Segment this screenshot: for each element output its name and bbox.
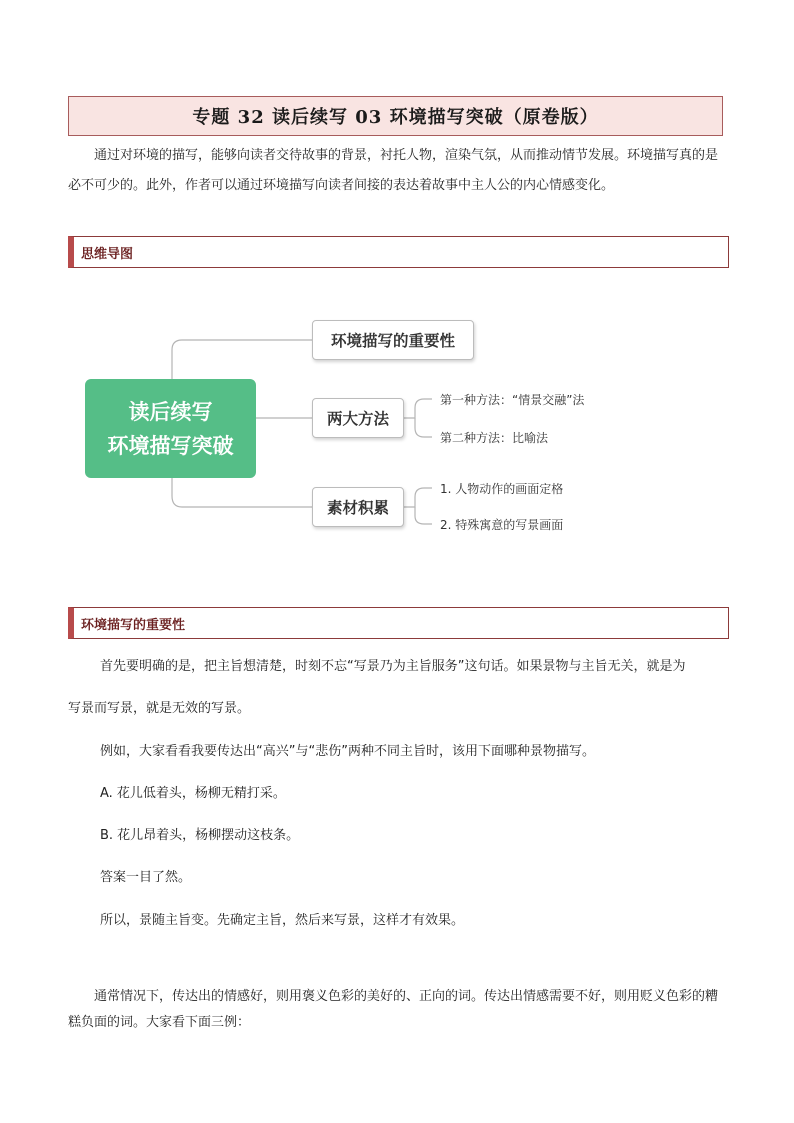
branch-methods: 两大方法	[312, 398, 404, 438]
importance-p1-line2: 写景而写景，就是无效的写景。	[68, 701, 251, 716]
center-line-2: 环境描写突破	[107, 433, 234, 458]
leaf-material-1: 1. 人物动作的画面定格	[440, 482, 564, 496]
connector-method-2	[415, 418, 432, 437]
connector-importance	[172, 340, 312, 379]
section-heading-importance: 环境描写的重要性	[68, 607, 729, 639]
importance-p4: 所以，景随主旨变。先确定主旨，然后来写景，这样才有效果。	[100, 913, 465, 928]
page-title: 专题 32 读后续写 03 环境描写突破（原卷版）	[68, 96, 723, 136]
leaf-material-2: 2. 特殊寓意的写景画面	[440, 518, 564, 532]
option-b: B. 花儿昂着头，杨柳摆动这枝条。	[100, 828, 300, 843]
connector-material-1	[404, 488, 432, 507]
connector-method-1	[404, 399, 432, 418]
section-heading-mindmap: 思维导图	[68, 236, 729, 268]
branch-materials: 素材积累	[312, 487, 404, 527]
importance-p1-line1: 首先要明确的是，把主旨想清楚，时刻不忘“写景乃为主旨服务”这句话。如果景物与主旨无关，就是为	[100, 659, 686, 674]
importance-p5: 通常情况下，传达出的情感好，则用褒义色彩的美好的、正向的词。传达出情感需要不好，则用贬义色彩的糟糕负面的词。大家看下面三例：	[68, 989, 719, 1030]
branch-importance: 环境描写的重要性	[312, 320, 474, 360]
leaf-method-2: 第二种方法：比喻法	[440, 431, 549, 445]
importance-p2: 例如，大家看看我要传达出“高兴”与“悲伤”两种不同主旨时，该用下面哪种景物描写。	[100, 744, 595, 759]
mind-map-center-node	[85, 379, 256, 478]
importance-p3: 答案一目了然。	[100, 870, 192, 885]
center-line-1: 读后续写	[128, 399, 213, 424]
leaf-method-1: 第一种方法：“情景交融”法	[440, 393, 585, 407]
connector-materials	[172, 478, 312, 507]
connector-material-2	[415, 507, 432, 524]
option-a: A. 花儿低着头，杨柳无精打采。	[100, 786, 286, 801]
intro-paragraph: 通过对环境的描写，能够向读者交待故事的背景，衬托人物，渲染气氛，从而推动情节发展。环境描写真的是必不可少的。此外，作者可以通过环境描写向读者间接的表达着故事中主人公的内心情感变化。	[68, 148, 719, 193]
